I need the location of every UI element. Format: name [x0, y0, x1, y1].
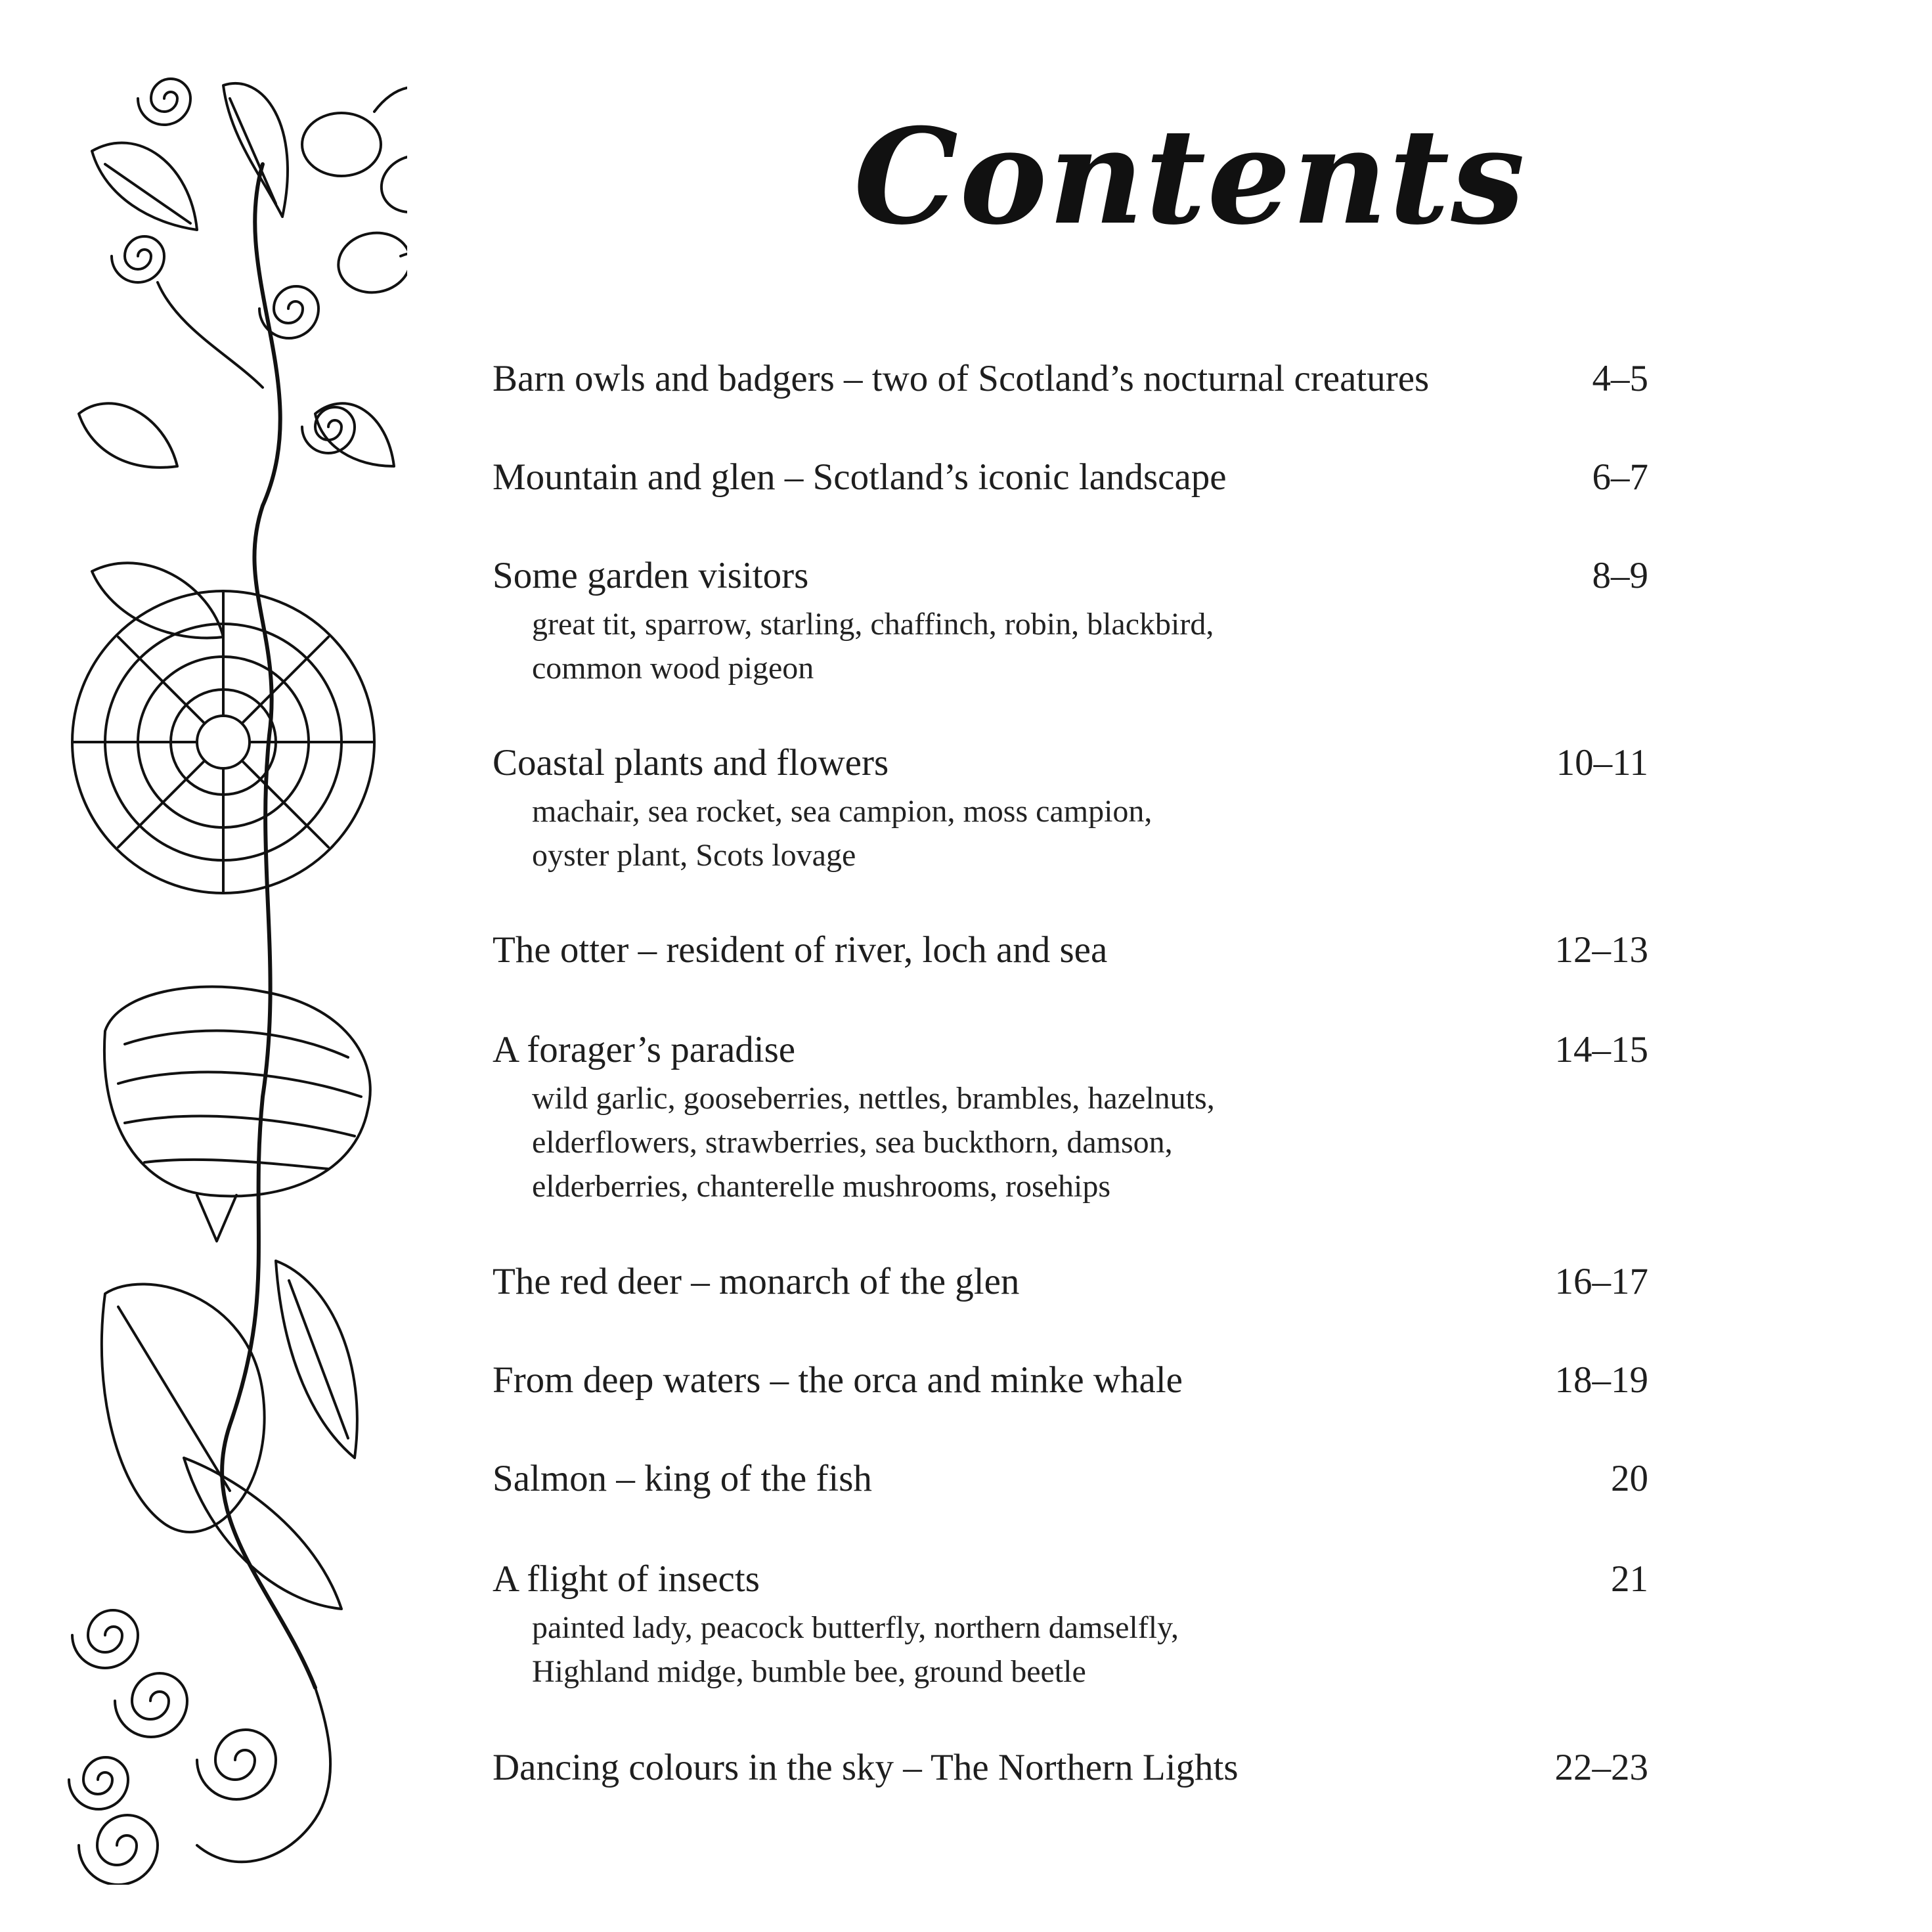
- toc-subtopic-line: Highland midge, bumble bee, ground beetle: [532, 1654, 1086, 1689]
- toc-entry-pages: 8–9: [1592, 555, 1648, 596]
- toc-entry-pages: 18–19: [1554, 1359, 1648, 1401]
- toc-entry-subtopics: [532, 1606, 1517, 1694]
- toc-entry-title: Salmon – king of the fish: [493, 1458, 872, 1499]
- toc-entry-pages: 12–13: [1554, 929, 1648, 971]
- toc-subtopic-line: great tit, sparrow, starling, chaffinch, robin, blackbird,: [532, 607, 1214, 642]
- toc-subtopic-line: wild garlic, gooseberries, nettles, brambles, hazelnuts,: [532, 1081, 1215, 1116]
- toc-entry-pages: 21: [1611, 1558, 1648, 1600]
- toc-entry-subtopics: [532, 602, 1517, 690]
- toc-entry-title: Coastal plants and flowers: [493, 742, 889, 783]
- toc-entry-title: A flight of insects: [493, 1558, 760, 1600]
- toc-entry-pages: 22–23: [1554, 1747, 1648, 1788]
- toc-entry-title: Mountain and glen – Scotland’s iconic landscape: [493, 456, 1227, 498]
- toc-entry-title: The otter – resident of river, loch and sea: [493, 929, 1108, 971]
- toc-subtopic-line: elderflowers, strawberries, sea buckthorn, damson,: [532, 1125, 1173, 1160]
- page-title: Contents: [854, 100, 1527, 254]
- toc-subtopic-line: elderberries, chanterelle mushrooms, rosehips: [532, 1169, 1111, 1204]
- toc-subtopic-line: common wood pigeon: [532, 651, 814, 686]
- toc-entry-subtopics: [532, 1076, 1517, 1208]
- toc-subtopic-line: oyster plant, Scots lovage: [532, 838, 856, 873]
- toc-subtopic-line: painted lady, peacock butterfly, northern damselfly,: [532, 1610, 1179, 1645]
- toc-entry-title: Some garden visitors: [493, 555, 809, 596]
- toc-entry-title: Barn owls and badgers – two of Scotland’s nocturnal creatures: [493, 358, 1430, 399]
- toc-entry-title: A forager’s paradise: [493, 1029, 796, 1070]
- toc-entry-subtopics: [532, 789, 1517, 877]
- toc-entry-pages: 20: [1611, 1458, 1648, 1499]
- toc-entry-pages: 4–5: [1592, 358, 1648, 399]
- toc-entry-pages: 16–17: [1554, 1261, 1648, 1302]
- toc-entry-title: Dancing colours in the sky – The Northern Lights: [493, 1747, 1239, 1788]
- toc-entry-title: From deep waters – the orca and minke whale: [493, 1359, 1183, 1401]
- floral-border-illustration: [66, 46, 407, 1885]
- toc-entry-pages: 6–7: [1592, 456, 1648, 498]
- toc-entry-pages: 10–11: [1556, 742, 1648, 783]
- toc-entry-pages: 14–15: [1554, 1029, 1648, 1070]
- toc-entry-title: The red deer – monarch of the glen: [493, 1261, 1020, 1302]
- toc-subtopic-line: machair, sea rocket, sea campion, moss campion,: [532, 794, 1153, 829]
